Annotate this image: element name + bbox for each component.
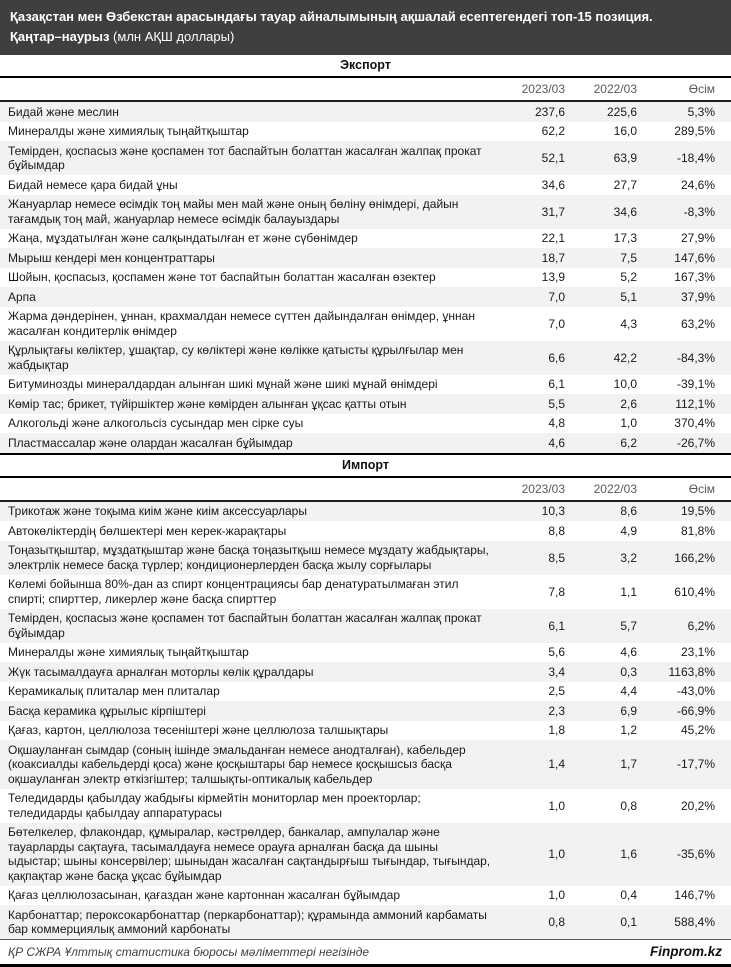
product-name: Автокөліктердің бөлшектері мен керек-жарақтары	[8, 523, 287, 538]
value-2023-03: 6,1	[548, 618, 565, 633]
table-row	[0, 175, 731, 195]
value-2023-03: 31,7	[541, 204, 565, 219]
product-name: Темірден, қоспасыз және қоспамен тот баспайтын болаттан жасалған жалпақ прокат бұйымдар	[8, 143, 482, 173]
growth-value: 6,2%	[687, 618, 715, 633]
import-section-title: Импорт	[0, 453, 731, 478]
product-name: Құрлықтағы көліктер, ұшақтар, су көліктері және көлікке қатысты құрылғылар мен жабдықтар	[8, 343, 464, 372]
value-2023-03: 0,8	[548, 915, 565, 930]
value-2023-03: 22,1	[541, 231, 565, 246]
value-2022-03: 6,9	[620, 703, 637, 718]
product-name: Керамикалық плиталар мен плиталар	[8, 684, 220, 699]
value-2023-03: 1,0	[548, 888, 565, 903]
growth-value: 23,1%	[680, 645, 715, 660]
title-period: Қаңтар–наурыз	[10, 29, 110, 45]
value-2023-03: 5,5	[548, 396, 565, 411]
growth-value: -39,1%	[676, 377, 715, 392]
table-row	[0, 575, 731, 609]
value-2022-03: 10,0	[613, 377, 637, 392]
finprom-logo: Finprom.kz	[649, 944, 722, 960]
table-row	[0, 248, 731, 268]
value-2022-03: 0,8	[620, 798, 637, 813]
title-line-1: Қазақстан мен Өзбекстан арасындағы тауар айналымының ақшалай есептегендегі топ-15 позиция.	[10, 9, 653, 24]
table-row	[0, 287, 731, 307]
value-2023-03: 3,4	[548, 664, 565, 679]
growth-value: -66,9%	[676, 703, 715, 718]
product-name: Жүк тасымалдауға арналған моторлы көлік құралдары	[8, 664, 314, 679]
growth-value: 370,4%	[674, 416, 715, 431]
product-name: Бидай және меслин	[8, 104, 119, 119]
value-2022-03: 1,1	[620, 584, 637, 599]
growth-value: 146,7%	[674, 888, 715, 903]
table-row	[0, 662, 731, 682]
value-2023-03: 6,1	[548, 377, 565, 392]
value-2022-03: 16,0	[613, 124, 637, 139]
product-name: Шойын, қоспасыз, қоспамен және тот баспайтын болаттан жасалған өзектер	[8, 270, 436, 285]
column-header-2022-03: 2022/03	[593, 82, 637, 97]
column-header-2023-03: 2023/03	[521, 481, 565, 496]
table-row	[0, 721, 731, 741]
report-footer	[0, 939, 731, 967]
growth-value: 5,3%	[687, 104, 715, 119]
value-2022-03: 1,6	[620, 847, 637, 862]
product-name: Тоңазытқыштар, мұздатқыштар және басқа тоңазытқыш немесе мұздату жабдықтары, электрлік немесе басқа түрлер; кондиционерлерден басқа жылу сорғылары	[8, 543, 489, 572]
export-column-header	[0, 78, 731, 102]
product-name: Жаңа, мұздатылған және салқындатылған ет және сүбөнімдер	[8, 231, 358, 246]
column-header-growth: Өсім	[688, 82, 715, 97]
table-row	[0, 886, 731, 906]
growth-value: 37,9%	[680, 289, 715, 304]
value-2022-03: 3,2	[620, 550, 637, 565]
table-row	[0, 375, 731, 395]
growth-value: 63,2%	[680, 316, 715, 331]
value-2022-03: 0,4	[620, 888, 637, 903]
table-row	[0, 521, 731, 541]
growth-value: 24,6%	[680, 177, 715, 192]
value-2023-03: 7,0	[548, 316, 565, 331]
data-source-note: ҚР СЖРА Ұлттық статистика бюросы мәліметтері негізінде	[8, 944, 370, 959]
table-row	[0, 682, 731, 702]
growth-value: -84,3%	[676, 350, 715, 365]
value-2022-03: 27,7	[613, 177, 637, 192]
value-2023-03: 6,6	[548, 350, 565, 365]
product-name: Минералды және химиялық тыңайтқыштар	[8, 124, 249, 139]
value-2023-03: 13,9	[541, 270, 565, 285]
table-row	[0, 141, 731, 175]
product-name: Жарма дәндерінен, ұннан, крахмалдан немесе сүттен дайындалған өнімдер, ұннан жасалған кондитерлік өнімдер	[8, 309, 475, 338]
value-2023-03: 10,3	[541, 504, 565, 519]
value-2022-03: 1,2	[620, 723, 637, 738]
value-2022-03: 6,2	[620, 435, 637, 450]
export-section	[0, 55, 731, 453]
table-row	[0, 122, 731, 142]
growth-value: 45,2%	[680, 723, 715, 738]
value-2023-03: 2,3	[548, 703, 565, 718]
value-2023-03: 8,8	[548, 523, 565, 538]
value-2023-03: 8,5	[548, 550, 565, 565]
value-2023-03: 7,8	[548, 584, 565, 599]
value-2023-03: 1,4	[548, 757, 565, 772]
growth-value: 112,1%	[675, 396, 715, 411]
column-header-2022-03: 2022/03	[593, 481, 637, 496]
growth-value: -17,7%	[676, 757, 715, 772]
growth-value: -26,7%	[676, 435, 715, 450]
table-row	[0, 609, 731, 643]
value-2022-03: 7,5	[620, 250, 637, 265]
table-row	[0, 541, 731, 575]
value-2022-03: 63,9	[613, 151, 637, 166]
table-row	[0, 740, 731, 789]
title-line-2	[10, 27, 720, 47]
table-row	[0, 229, 731, 249]
product-name: Теледидарды қабылдау жабдығы кірмейтін мониторлар мен проекторлар; теледидарды қабылдау аппаратурасы	[8, 791, 421, 820]
value-2022-03: 17,3	[613, 231, 637, 246]
table-row	[0, 643, 731, 663]
export-section-title: Экспорт	[0, 55, 731, 78]
growth-value: 588,4%	[674, 915, 715, 930]
value-2022-03: 1,7	[620, 757, 637, 772]
product-name: Қағаз, картон, целлюлоза төсеніштері және целлюлоза талшықтары	[8, 723, 389, 738]
value-2023-03: 62,2	[541, 124, 565, 139]
value-2022-03: 4,9	[620, 523, 637, 538]
table-row	[0, 268, 731, 288]
value-2023-03: 2,5	[548, 684, 565, 699]
value-2022-03: 4,4	[620, 684, 637, 699]
import-section	[0, 453, 731, 940]
product-name: Трикотаж және тоқыма киім және киім аксессуарлары	[8, 504, 307, 519]
product-name: Минералды және химиялық тыңайтқыштар	[8, 645, 249, 660]
growth-value: 147,6%	[674, 250, 715, 265]
product-name: Арпа	[8, 289, 36, 304]
growth-value: 27,9%	[680, 231, 715, 246]
value-2023-03: 52,1	[541, 151, 565, 166]
table-row	[0, 102, 731, 122]
product-name: Темірден, қоспасыз және қоспамен тот баспайтын болаттан жасалған жалпақ прокат бұйымдар	[8, 611, 482, 640]
value-2022-03: 0,1	[620, 915, 637, 930]
growth-value: 289,5%	[674, 124, 715, 139]
value-2022-03: 5,2	[620, 270, 637, 285]
growth-value: 20,2%	[680, 798, 715, 813]
import-column-header	[0, 478, 731, 502]
growth-value: 610,4%	[674, 584, 715, 599]
product-name: Қағаз целлюлозасынан, қағаздан және картоннан жасалған бұйымдар	[8, 888, 401, 903]
product-name: Жануарлар немесе өсімдік тоң майы мен май және оның бөліну өнімдері, дайын тағамдық тоң май, жануарлар немесе өсімдік балауыздары	[8, 197, 459, 226]
table-row	[0, 433, 731, 453]
value-2023-03: 7,0	[548, 289, 565, 304]
product-name: Карбонаттар; пероксокарбонаттар (перкарбонаттар); құрамында аммоний карбаматы бар коммерциялық аммоний карбонаты	[8, 907, 487, 937]
value-2023-03: 5,6	[548, 645, 565, 660]
product-name: Алкогольді және алкогольсіз сусындар мен сірке суы	[8, 416, 304, 431]
table-row	[0, 195, 731, 229]
column-header-growth: Өсім	[688, 481, 715, 496]
import-rows	[0, 502, 731, 940]
growth-value: 1163,8%	[668, 664, 715, 679]
value-2023-03: 237,6	[534, 104, 565, 119]
growth-value: 167,3%	[674, 270, 715, 285]
growth-value: -35,6%	[676, 847, 715, 862]
growth-value: -8,3%	[683, 204, 715, 219]
value-2022-03: 0,3	[620, 664, 637, 679]
export-rows	[0, 102, 731, 453]
product-name: Көмір тас; брикет, түйіршіктер және көмірден алынған ұқсас қатты отын	[8, 396, 407, 411]
table-row	[0, 701, 731, 721]
value-2023-03: 34,6	[541, 177, 565, 192]
growth-value: 19,5%	[680, 504, 715, 519]
product-name: Басқа керамика құрылыс кірпіштері	[8, 703, 206, 718]
column-header-2023-03: 2023/03	[521, 82, 565, 97]
product-name: Бидай немесе қара бидай ұны	[8, 177, 178, 192]
table-row	[0, 307, 731, 341]
value-2022-03: 2,6	[620, 396, 637, 411]
value-2022-03: 5,7	[620, 618, 637, 633]
table-row	[0, 502, 731, 522]
value-2022-03: 1,0	[620, 416, 637, 431]
value-2022-03: 34,6	[613, 204, 637, 219]
table-row	[0, 789, 731, 823]
growth-value: 166,2%	[674, 550, 715, 565]
value-2023-03: 18,7	[541, 250, 565, 265]
title-units: (млн АҚШ доллары)	[109, 29, 235, 45]
value-2022-03: 5,1	[620, 289, 637, 304]
table-row	[0, 823, 731, 886]
value-2022-03: 4,6	[620, 645, 637, 660]
value-2023-03: 1,8	[548, 723, 565, 738]
product-name: Бөтелкелер, флакондар, құмыралар, кәстрөлдер, банкалар, ампулалар және тауарларды сақтауға, тасымалдауға немесе орауға арналған басқа да шыны ыдыстар; шыны консервілер; шыныдан жасалған сақтандырғыш тығындар, тығындар, қақпақтар және басқа ұқсас бұйымдар	[8, 825, 491, 883]
product-name: Пластмассалар және олардан жасалған бұйымдар	[8, 435, 293, 450]
growth-value: -43,0%	[676, 684, 715, 699]
value-2023-03: 4,8	[548, 416, 565, 431]
product-name: Битуминозды минералдардан алынған шикі мұнай және шикі мұнай өнімдері	[8, 377, 438, 392]
table-row	[0, 341, 731, 375]
growth-value: -18,4%	[676, 151, 715, 166]
value-2023-03: 1,0	[548, 798, 565, 813]
value-2022-03: 42,2	[613, 350, 637, 365]
table-row	[0, 394, 731, 414]
product-name: Мырыш кендері мен концентраттары	[8, 250, 215, 265]
growth-value: 81,8%	[680, 523, 715, 538]
product-name: Оқшауланған сымдар (соның ішінде эмальданған немесе анодталған), кабельдер (коаксиалды кабельдерді қоса) және қосқыштары бар немесе қосқышсыз басқа оқшауланған электр өткізгіштер; талшықты-оптикалық кабельдер	[8, 742, 466, 786]
report-title	[0, 0, 731, 55]
value-2023-03: 1,0	[548, 847, 565, 862]
product-name: Көлемі бойынша 80%-дан аз спирт концентрациясы бар денатуратылмаған этил спирті; спирттер, ликерлер және басқа спирттер	[8, 577, 459, 606]
value-2022-03: 225,6	[606, 104, 637, 119]
value-2022-03: 4,3	[620, 316, 637, 331]
value-2022-03: 8,6	[620, 504, 637, 519]
value-2023-03: 4,6	[548, 435, 565, 450]
table-row	[0, 414, 731, 434]
table-row	[0, 905, 731, 939]
